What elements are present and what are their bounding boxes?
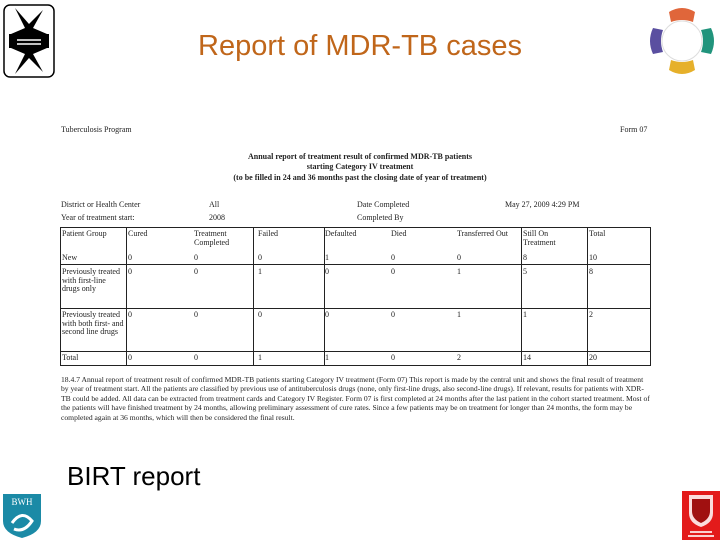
district-value: All bbox=[209, 200, 220, 209]
col-header: Died bbox=[391, 229, 407, 238]
report-heading-2: starting Category IV treatment bbox=[306, 162, 414, 171]
row-label: Previously treated with both first- and second line drugs bbox=[62, 310, 124, 336]
date-value: May 27, 2009 4:29 PM bbox=[505, 200, 580, 209]
footnote: 18.4.7 Annual report of treatment result of confirmed MDR-TB patients starting Category IV treatment (Form 07) This report is made by the central unit and shows the final result of treatment by year of treatment start. All the patients are classified by previous use of antituberculosis drugs (none, only first-line drugs, also second-line drugs). If relevant, results for patients with XDR-TB could be added. All data can be extracted from treatment cards and Category IV Register. Form 07 is first completed at 24 months after the last patient in the cohort started treatment. Most of the patients will have finished treatment by 24 months, allowing preliminary assessment of cure rates. Since a few patients may be on treatment for longer than 24 months, the form may be completed again at 36 months, which will then be considered the final result. bbox=[61, 375, 650, 422]
table-cell: 2 bbox=[589, 310, 593, 319]
year-value: 2008 bbox=[209, 213, 225, 222]
table-cell: 0 bbox=[128, 353, 132, 362]
col-header: Treatment Completed bbox=[194, 229, 230, 247]
row-label: Previously treated with first-line drugs only bbox=[62, 267, 120, 293]
col-header: Defaulted bbox=[325, 229, 357, 238]
table-cell: 0 bbox=[325, 267, 329, 276]
col-header: Total bbox=[589, 229, 606, 238]
program-label: Tuberculosis Program bbox=[61, 125, 132, 134]
table-cell: 0 bbox=[391, 353, 395, 362]
table-cell: 20 bbox=[589, 353, 597, 362]
report-heading-3: (to be filled in 24 and 36 months past the closing date of year of treatment) bbox=[233, 173, 487, 182]
col-header: Failed bbox=[258, 229, 278, 238]
col-header: Cured bbox=[128, 229, 148, 238]
slide-caption: BIRT report bbox=[67, 461, 201, 491]
col-header: Transferred Out bbox=[457, 229, 509, 238]
table-cell: 1 bbox=[523, 310, 527, 319]
completed-by-label: Completed By bbox=[357, 213, 404, 222]
table-cell: 0 bbox=[258, 310, 262, 319]
table-cell: 10 bbox=[589, 253, 597, 262]
table-cell: 0 bbox=[194, 353, 198, 362]
report-heading-1: Annual report of treatment result of confirmed MDR-TB patients bbox=[248, 152, 472, 161]
table-cell: 0 bbox=[128, 253, 132, 262]
svg-text:BWH: BWH bbox=[11, 497, 33, 507]
table-cell: 1 bbox=[258, 267, 262, 276]
table-cell: 0 bbox=[391, 253, 395, 262]
district-label: District or Health Center bbox=[61, 200, 141, 209]
table-cell: 0 bbox=[128, 310, 132, 319]
col-header: Patient Group bbox=[62, 229, 107, 238]
table-cell: 1 bbox=[325, 253, 329, 262]
table-cell: 1 bbox=[258, 353, 262, 362]
table-cell: 1 bbox=[457, 310, 461, 319]
table-cell: 0 bbox=[128, 267, 132, 276]
table-cell: 2 bbox=[457, 353, 461, 362]
table-cell: 1 bbox=[457, 267, 461, 276]
year-label: Year of treatment start: bbox=[61, 213, 135, 222]
table-cell: 0 bbox=[391, 267, 395, 276]
col-header: Still On Treatment bbox=[523, 229, 556, 247]
table-cell: 5 bbox=[523, 267, 527, 276]
table-cell: 0 bbox=[194, 253, 198, 262]
row-label: Total bbox=[62, 353, 79, 362]
date-label: Date Completed bbox=[357, 200, 410, 209]
harvard-medical-school-logo bbox=[682, 491, 720, 540]
slide-title: Report of MDR-TB cases bbox=[198, 30, 522, 62]
table-cell: 1 bbox=[325, 353, 329, 362]
table-cell: 0 bbox=[457, 253, 461, 262]
table-cell: 0 bbox=[194, 310, 198, 319]
table-cell: 0 bbox=[194, 267, 198, 276]
table-cell: 0 bbox=[391, 310, 395, 319]
form-label: Form 07 bbox=[620, 125, 648, 134]
bwh-logo bbox=[2, 493, 42, 539]
table-cell: 14 bbox=[523, 353, 531, 362]
table-cell: 8 bbox=[523, 253, 527, 262]
table-cell: 0 bbox=[258, 253, 262, 262]
row-label: New bbox=[62, 253, 78, 262]
table-cell: 0 bbox=[325, 310, 329, 319]
table-cell: 8 bbox=[589, 267, 593, 276]
